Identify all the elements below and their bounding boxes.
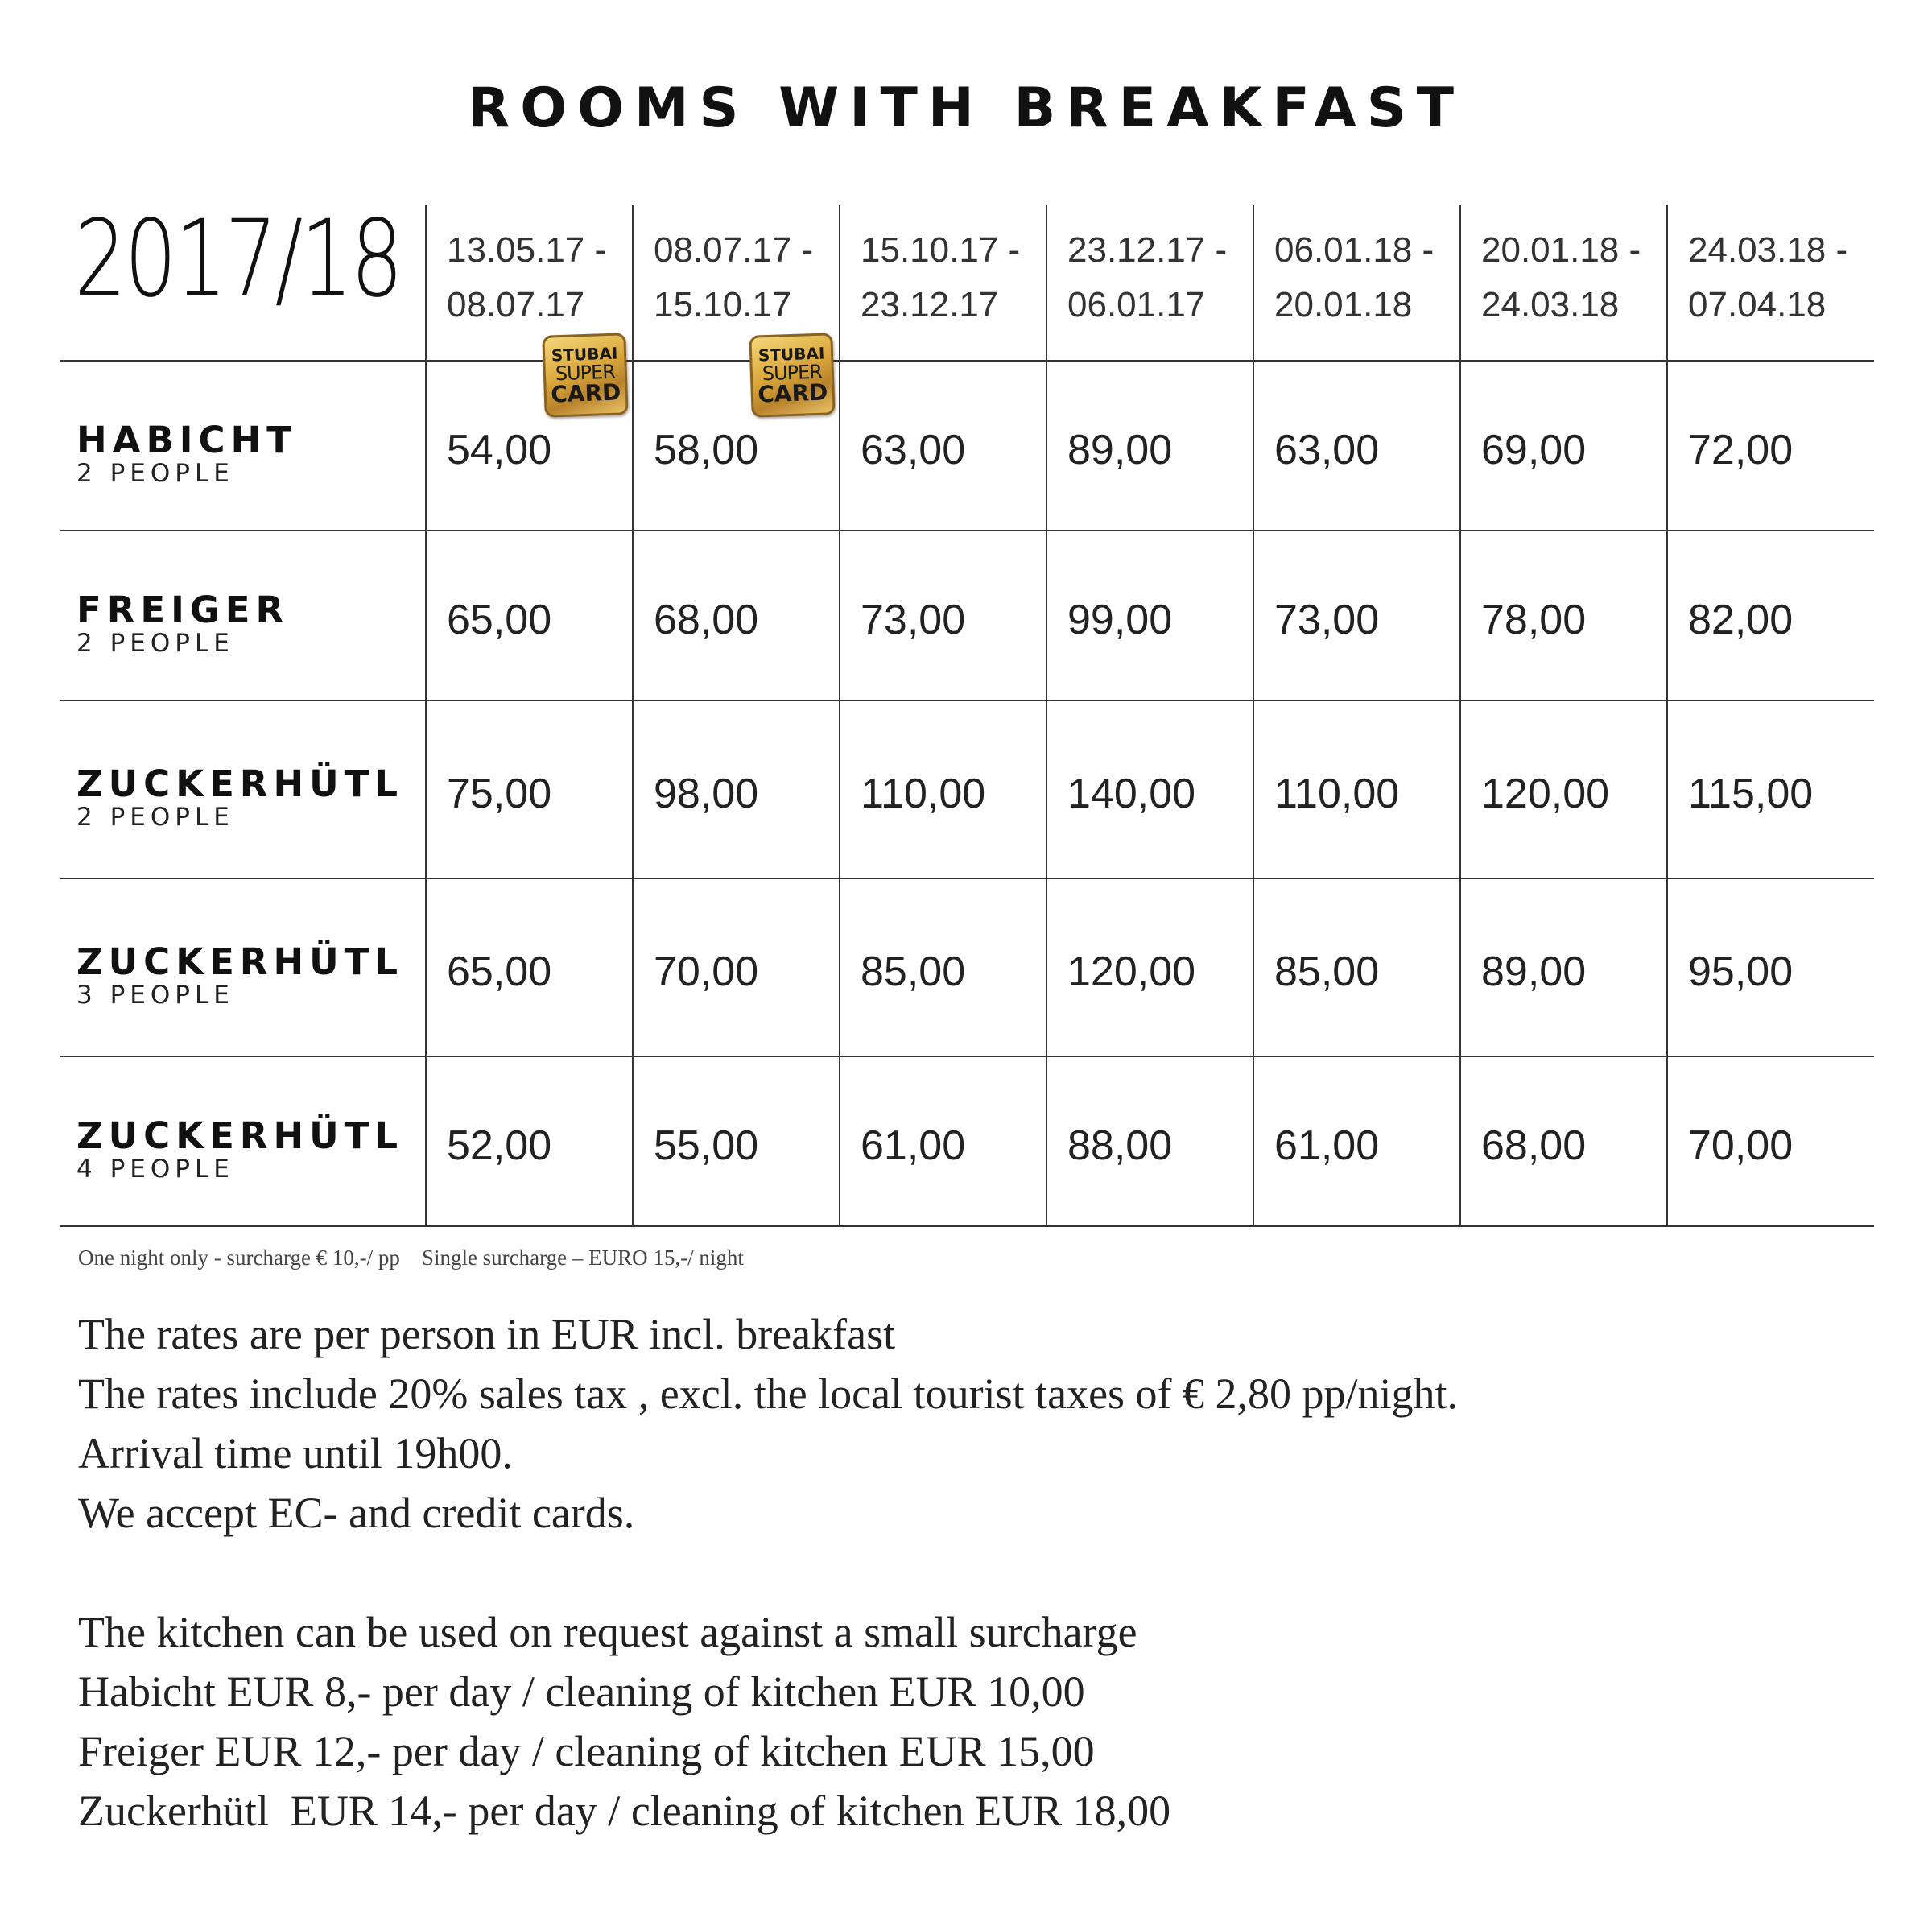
room-row-freiger	[60, 531, 1874, 700]
price-cell	[1460, 878, 1667, 1056]
price-cell	[1046, 878, 1253, 1056]
room-label	[60, 700, 426, 878]
price-cell	[1046, 361, 1253, 531]
price-cell	[1460, 700, 1667, 878]
badge-text: CARD	[757, 378, 828, 408]
period-to: 06.01.17	[1067, 285, 1206, 324]
price-cell	[1253, 1056, 1460, 1226]
note-line: The kitchen can be used on request against a small surcharge	[78, 1608, 1137, 1656]
period-from: 15.10.17 -	[861, 230, 1021, 270]
price-value: 89,00	[1067, 426, 1173, 473]
price-value: 89,00	[1481, 948, 1587, 995]
price-value: 120,00	[1481, 770, 1610, 817]
price-cell	[1667, 878, 1874, 1056]
room-name: ZUCKERHÜTL	[76, 940, 404, 983]
price-value: 52,00	[447, 1122, 552, 1169]
price-value: 75,00	[447, 770, 552, 817]
price-cell	[1253, 878, 1460, 1056]
price-value: 61,00	[861, 1122, 966, 1169]
price-cell	[1667, 1056, 1874, 1226]
period-header	[633, 205, 840, 408]
price-cell	[840, 1056, 1046, 1226]
price-value: 63,00	[861, 426, 966, 473]
price-value: 95,00	[1688, 948, 1794, 995]
badge-text: SUPER	[555, 360, 616, 386]
period-from: 06.01.18 -	[1274, 230, 1435, 270]
room-name: ZUCKERHÜTL	[76, 1114, 404, 1157]
period-from: 24.03.18 -	[1688, 230, 1848, 270]
badge-text: STUBAI	[758, 343, 825, 366]
price-value: 98,00	[654, 770, 759, 817]
period-from: 08.07.17 -	[654, 230, 814, 270]
price-value: 82,00	[1688, 596, 1794, 643]
price-cell	[633, 878, 840, 1056]
price-value: 61,00	[1274, 1122, 1380, 1169]
period-header	[1460, 205, 1667, 361]
price-value: 73,00	[1274, 596, 1380, 643]
room-capacity: 4 PEOPLE	[76, 1154, 234, 1184]
price-cell	[1460, 531, 1667, 700]
room-label	[60, 531, 426, 700]
surcharge-footnote: One night only - surcharge € 10,-/ pp Single surcharge – EURO 15,-/ night	[78, 1246, 744, 1270]
price-value: 110,00	[861, 770, 986, 817]
note-line: The rates are per person in EUR incl. breakfast	[78, 1310, 896, 1358]
price-cell	[1667, 700, 1874, 878]
price-value: 65,00	[447, 948, 552, 995]
badge-text: SUPER	[762, 360, 823, 386]
page-title: ROOMS WITH BREAKFAST	[467, 76, 1465, 140]
price-cell	[1667, 361, 1874, 531]
period-from: 20.01.18 -	[1481, 230, 1641, 270]
room-row-zuckerhuetl-3	[60, 878, 1874, 1056]
price-cell	[1253, 531, 1460, 700]
period-header	[426, 205, 633, 408]
note-line: Habicht EUR 8,- per day / cleaning of kitchen EUR 10,00	[78, 1667, 1085, 1716]
rate-notes	[78, 1304, 1458, 1841]
price-value: 110,00	[1274, 770, 1400, 817]
period-from: 13.05.17 -	[447, 230, 607, 270]
period-to: 07.04.18	[1688, 285, 1827, 324]
season-label: 2017/18	[74, 197, 401, 321]
price-value: 140,00	[1067, 770, 1196, 817]
badge-text: STUBAI	[551, 343, 618, 366]
price-value: 99,00	[1067, 596, 1173, 643]
room-row-habicht	[60, 361, 1874, 531]
price-cell	[1046, 531, 1253, 700]
price-cell	[633, 531, 840, 700]
price-value: 85,00	[861, 948, 966, 995]
price-cell	[1667, 531, 1874, 700]
period-from: 23.12.17 -	[1067, 230, 1228, 270]
price-value: 78,00	[1481, 596, 1587, 643]
price-cell	[840, 361, 1046, 531]
price-cell	[1046, 700, 1253, 878]
price-value: 68,00	[1481, 1122, 1587, 1169]
room-label	[60, 1056, 426, 1226]
price-value: 69,00	[1481, 426, 1587, 473]
period-header	[840, 205, 1046, 361]
note-line: Arrival time until 19h00.	[78, 1429, 513, 1477]
price-cell	[426, 878, 633, 1056]
price-cell	[426, 531, 633, 700]
period-to: 23.12.17	[861, 285, 999, 324]
price-value: 120,00	[1067, 948, 1196, 995]
room-label	[60, 878, 426, 1056]
price-value: 88,00	[1067, 1122, 1173, 1169]
price-cell	[1253, 700, 1460, 878]
price-cell	[840, 878, 1046, 1056]
note-line: Freiger EUR 12,- per day / cleaning of kitchen EUR 15,00	[78, 1727, 1095, 1775]
note-line: The rates include 20% sales tax , excl. the local tourist taxes of € 2,80 pp/night.	[78, 1370, 1459, 1418]
price-value: 115,00	[1688, 770, 1814, 817]
room-row-zuckerhuetl-2	[60, 700, 1874, 878]
room-name: FREIGER	[76, 588, 290, 631]
price-value: 73,00	[861, 596, 966, 643]
price-cell	[840, 531, 1046, 700]
price-cell	[426, 700, 633, 878]
period-to: 20.01.18	[1274, 285, 1413, 324]
price-value: 70,00	[654, 948, 759, 995]
room-capacity: 2 PEOPLE	[76, 628, 234, 658]
price-cell	[426, 1056, 633, 1226]
rates-table	[60, 205, 1874, 1227]
room-capacity: 2 PEOPLE	[76, 458, 234, 488]
period-header	[1046, 205, 1253, 361]
price-value: 70,00	[1688, 1122, 1794, 1169]
room-label	[60, 361, 426, 531]
price-cell	[1460, 1056, 1667, 1226]
period-header-row	[60, 205, 1874, 361]
price-value: 55,00	[654, 1122, 759, 1169]
price-cell	[1046, 1056, 1253, 1226]
period-header	[1667, 205, 1874, 361]
price-value: 85,00	[1274, 948, 1380, 995]
price-cell	[426, 361, 633, 531]
room-row-zuckerhuetl-4	[60, 1056, 1874, 1226]
price-value: 72,00	[1688, 426, 1794, 473]
price-cell	[633, 1056, 840, 1226]
price-value: 58,00	[654, 426, 759, 473]
price-cell	[633, 361, 840, 531]
note-line: We accept EC- and credit cards.	[78, 1489, 635, 1537]
period-to: 15.10.17	[654, 285, 792, 324]
price-value: 68,00	[654, 596, 759, 643]
price-value: 65,00	[447, 596, 552, 643]
badge-text: CARD	[550, 378, 621, 408]
price-cell	[840, 700, 1046, 878]
price-cell	[1253, 361, 1460, 531]
period-header	[1253, 205, 1460, 361]
note-spacer	[78, 1543, 1458, 1602]
room-capacity: 2 PEOPLE	[76, 802, 234, 832]
period-to: 08.07.17	[447, 285, 585, 324]
price-value: 54,00	[447, 426, 552, 473]
note-line: Zuckerhütl EUR 14,- per day / cleaning of kitchen EUR 18,00	[78, 1787, 1171, 1835]
period-to: 24.03.18	[1481, 285, 1620, 324]
price-cell	[633, 700, 840, 878]
price-cell	[1460, 361, 1667, 531]
price-value: 63,00	[1274, 426, 1380, 473]
room-capacity: 3 PEOPLE	[76, 980, 234, 1010]
season-cell	[60, 205, 426, 361]
room-name: ZUCKERHÜTL	[76, 762, 404, 805]
room-name: HABICHT	[76, 418, 297, 461]
